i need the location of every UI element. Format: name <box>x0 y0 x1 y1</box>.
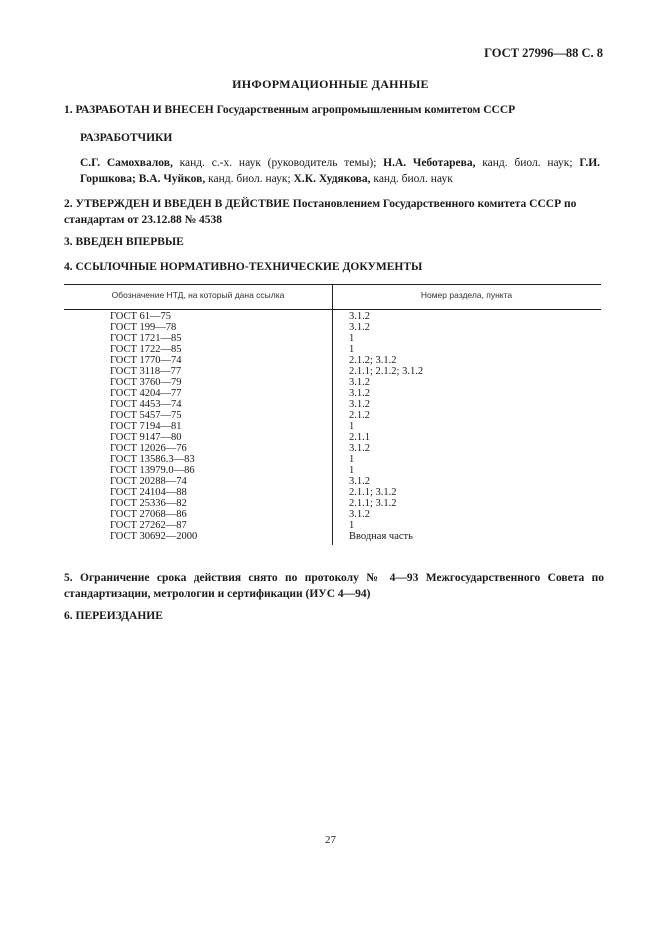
item-3-text: ВВЕДЕН ВПЕРВЫЕ <box>75 236 184 248</box>
developer-2-role: канд. биол. наук; <box>482 157 573 169</box>
cell-section: 1 <box>349 454 355 465</box>
cell-designation: ГОСТ 1721—85 <box>110 333 182 344</box>
item-4-number: 4. <box>64 261 73 273</box>
cell-designation: ГОСТ 20288—74 <box>110 476 187 487</box>
table-row <box>64 355 601 366</box>
cell-designation: ГОСТ 30692—2000 <box>110 531 198 542</box>
developers-heading: РАЗРАБОТЧИКИ <box>80 132 173 144</box>
item-1-number: 1. <box>64 104 73 116</box>
item-3 <box>64 234 604 250</box>
cell-section: 1 <box>349 421 355 432</box>
item-5-text: Ограничение срока действия снято по протоколу № 4—93 Межгосударственного Совета по стандартизации, метрологии и сертификации (ИУС 4—94) <box>64 572 605 600</box>
item-3-number: 3. <box>64 236 73 248</box>
table-row <box>64 443 601 454</box>
item-4-text: ССЫЛОЧНЫЕ НОРМАТИВНО-ТЕХНИЧЕСКИЕ ДОКУМЕНТЫ <box>75 261 423 273</box>
item-2 <box>64 196 604 228</box>
developer-4-role: канд. биол. наук; <box>208 173 291 185</box>
cell-designation: ГОСТ 13586.3—83 <box>110 454 195 465</box>
table-row <box>64 454 601 465</box>
table-row <box>64 311 601 322</box>
table-row <box>64 333 601 344</box>
cell-section: 2.1.2 <box>349 410 370 421</box>
developers-list <box>80 155 600 187</box>
table-row <box>64 421 601 432</box>
cell-designation: ГОСТ 1770—74 <box>110 355 182 366</box>
cell-section: 3.1.2 <box>349 322 370 333</box>
table-row <box>64 476 601 487</box>
item-6 <box>64 608 604 624</box>
item-1-text: Государственным агропромышленным комитетом СССР <box>216 104 516 116</box>
table-row <box>64 399 601 410</box>
item-5 <box>64 570 604 602</box>
developer-1-name: С.Г. Самохвалов, <box>80 157 173 169</box>
cell-section: 3.1.2 <box>349 399 370 410</box>
table-header-designation: Обозначение НТД, на который дана ссылка <box>111 290 285 300</box>
page-number: 27 <box>325 834 336 846</box>
cell-designation: ГОСТ 4204—77 <box>110 388 182 399</box>
cell-section: 1 <box>349 333 355 344</box>
cell-designation: ГОСТ 3760—79 <box>110 377 182 388</box>
table-row <box>64 432 601 443</box>
cell-designation: ГОСТ 27262—87 <box>110 520 187 531</box>
item-6-number: 6. <box>64 610 73 622</box>
item-4 <box>64 259 604 275</box>
page-header-code: ГОСТ 27996—88 С. 8 <box>484 46 603 60</box>
cell-designation: ГОСТ 1722—85 <box>110 344 182 355</box>
cell-section: 3.1.2 <box>349 311 370 322</box>
cell-section: 2.1.1; 2.1.2; 3.1.2 <box>349 366 424 377</box>
developer-1-role: канд. с.-х. наук (руководитель темы); <box>179 157 377 169</box>
cell-section: 3.1.2 <box>349 377 370 388</box>
cell-section: 2.1.1; 3.1.2 <box>349 498 397 509</box>
item-2-lead: УТВЕРЖДЕН И ВВЕДЕН В ДЕЙСТВИЕ <box>75 198 290 210</box>
item-2-text: Постановлением Государственного комитета СССР по стандартам от 23.12.88 № 4538 <box>64 198 577 226</box>
cell-designation: ГОСТ 25336—82 <box>110 498 187 509</box>
item-1-lead: РАЗРАБОТАН И ВНЕСЕН <box>75 104 214 116</box>
developer-2-name: Н.А. Чеботарева, <box>383 157 476 169</box>
item-5-number: 5. <box>64 572 73 584</box>
cell-section: 3.1.2 <box>349 476 370 487</box>
cell-section: 1 <box>349 520 355 531</box>
table-row <box>64 410 601 421</box>
table-row <box>64 366 601 377</box>
item-2-number: 2. <box>64 198 73 210</box>
cell-section: 2.1.2; 3.1.2 <box>349 355 397 366</box>
developer-5-role: канд. биол. наук <box>373 173 453 185</box>
cell-designation: ГОСТ 7194—81 <box>110 421 182 432</box>
cell-section: 1 <box>349 344 355 355</box>
table-row <box>64 344 601 355</box>
item-6-text: ПЕРЕИЗДАНИЕ <box>75 610 163 622</box>
cell-designation: ГОСТ 3118—77 <box>110 366 182 377</box>
cell-designation: ГОСТ 13979.0—86 <box>110 465 195 476</box>
table-row <box>64 322 601 333</box>
table-row <box>64 465 601 476</box>
developer-3-name: Г.И. Горшкова; <box>80 157 601 185</box>
table-row <box>64 509 601 520</box>
table-row <box>64 531 601 542</box>
table-row <box>64 520 601 531</box>
cell-section: 3.1.2 <box>349 443 370 454</box>
section-title: ИНФОРМАЦИОННЫЕ ДАННЫЕ <box>232 77 429 91</box>
cell-section: 2.1.1 <box>349 432 370 443</box>
cell-designation: ГОСТ 5457—75 <box>110 410 182 421</box>
developer-5-name: Х.К. Худякова, <box>293 173 371 185</box>
cell-section: Вводная часть <box>349 531 413 542</box>
table-body <box>64 311 601 542</box>
cell-section: 2.1.1; 3.1.2 <box>349 487 397 498</box>
cell-section: 3.1.2 <box>349 509 370 520</box>
cell-designation: ГОСТ 24104—88 <box>110 487 187 498</box>
cell-designation: ГОСТ 61—75 <box>110 311 172 322</box>
table-row <box>64 377 601 388</box>
developer-4-name: В.А. Чуйков, <box>138 173 206 185</box>
table-row <box>64 487 601 498</box>
table-row <box>64 498 601 509</box>
cell-designation: ГОСТ 12026—76 <box>110 443 187 454</box>
cell-section: 1 <box>349 465 355 476</box>
cell-designation: ГОСТ 4453—74 <box>110 399 182 410</box>
table-header-section: Номер раздела, пункта <box>420 290 513 300</box>
item-1 <box>64 102 604 118</box>
cell-section: 3.1.2 <box>349 388 370 399</box>
cell-designation: ГОСТ 27068—86 <box>110 509 187 520</box>
table-row <box>64 388 601 399</box>
cell-designation: ГОСТ 199—78 <box>110 322 177 333</box>
cell-designation: ГОСТ 9147—80 <box>110 432 182 443</box>
